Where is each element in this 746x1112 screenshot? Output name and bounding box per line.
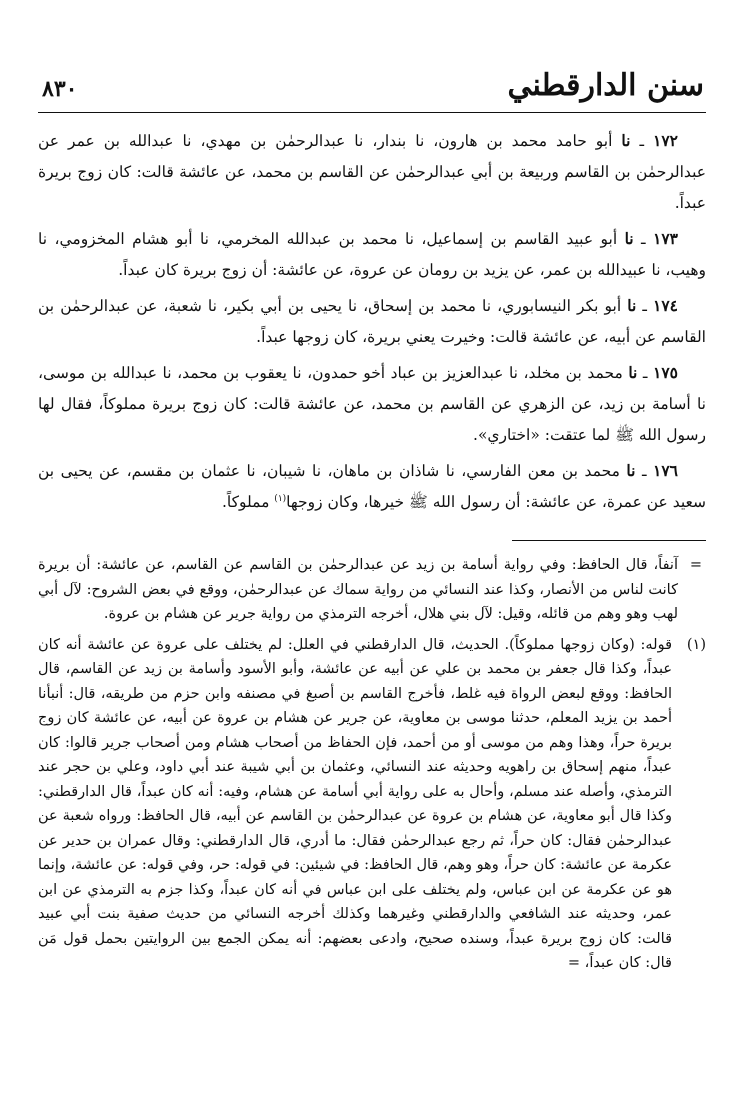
hadith-175 xyxy=(38,357,706,451)
hadith-na: نا xyxy=(624,229,634,248)
footnote-1 xyxy=(38,633,706,976)
footnote-ref[interactable]: (١) xyxy=(274,493,287,504)
hadith-dash: ـ xyxy=(637,364,654,382)
book-title: سنن الدارقطني xyxy=(507,68,704,103)
hadith-text: أبو حامد محمد بن هارون، نا بندار، نا عبدالرحمٰن بن مهدي، نا عبدالله بن عمر عن عبدالرحمٰن بن القاسم وربيعة بن أبي عبدالرحمٰن عن القاسم بن محمد، عن عائشة قالت: كان زوج بريرة عبداً. xyxy=(38,132,706,212)
hadith-na: نا xyxy=(627,296,637,315)
footnote-text: قوله: (وكان زوجها مملوكاً). الحديث، قال الدارقطني في العلل: لم يختلف على عروة عن عائشة أنه كان عبداً، وكذا قال جعفر بن محمد بن علي عن أبيه عن عائشة، وأبو الأسود وأسامة بن زيد عن القاسم، قال الحافظ: ووقع لبعض الرواة فيه غلط، فأخرج القاسم بن أصبغ في مصنفه وابن حزم من طريقه، قال: أنبأنا أحمد بن يزيد المعلم، حدثنا موسى بن معاوية، عن جرير عن هشام بن عروة عن أبيه، عن عائشة كان زوج بريرة حراً، وهذا وهم من موسى أو من أحمد، فإن الحفاظ من أصحاب هشام ومن أصحاب جرير قالوا: كان عبداً، منهم إسحاق بن راهويه وحديثه عند النسائي، وعثمان بن أبي شيبة عند أبي داود، وعلي بن حجر عند الترمذي، وأصله عند مسلم، وأحال به على رواية أبي أسامة عن هشام، وفيه: أنه كان عبداً، قال الدارقطني: وكذا قال أبو معاوية، عن هشام بن عروة عن عبدالرحمٰن بن القاسم عن أبيه، قال الحافظ: ورواه شعبة عن عبدالرحمٰن فقال: كان حراً، ثم رجع عبدالرحمٰن فقال: ما أدري، قال الدارقطني: وقال عمران بن حدير عن عكرمة عن عائشة: كان حراً، وهو وهم، قال الحافظ: في شيئين: في قوله: حر، وفي قوله: عن عائشة، وإنما هو عن عكرمة عن ابن عباس، ولم يختلف على ابن عباس في أنه كان عبداً، وكذا جزم به الترمذي عن ابن عمر، وحديثه عند الشافعي والدارقطني وغيرهما وكذلك أخرجه النسائي من حديث صفية بنت أبي عبيد قالت: كان زوج بريرة عبداً، وسنده صحيح، وادعى بعضهم: أنه يمكن الجمع بين الروايتين بحمل قول مَن قال: كان عبداً، = xyxy=(38,636,672,971)
hadith-tail: مملوكاً. xyxy=(221,493,275,511)
footnote-continuation xyxy=(38,553,706,627)
hadith-174 xyxy=(38,290,706,353)
hadith-number: ١٧٥ xyxy=(653,363,678,382)
hadith-number: ١٧٣ xyxy=(653,229,678,248)
main-text xyxy=(38,125,706,518)
page-number: ٨٣٠ xyxy=(42,76,78,102)
hadith-number: ١٧٢ xyxy=(653,131,678,150)
hadith-na: نا xyxy=(628,363,638,382)
hadith-dash: ـ xyxy=(636,297,654,315)
hadith-173 xyxy=(38,223,706,286)
hadith-number: ١٧٤ xyxy=(653,296,678,315)
page-header xyxy=(38,62,706,113)
hadith-172 xyxy=(38,125,706,219)
hadith-dash: ـ xyxy=(630,132,654,150)
hadith-number: ١٧٦ xyxy=(653,461,678,480)
footnote-marker: (١) xyxy=(686,636,706,653)
hadith-text: محمد بن معن الفارسي، نا شاذان بن ماهان، نا شيبان، نا عثمان بن مقسم، عن يحيى بن سعيد عن عمرة، عن عائشة: أن رسول الله ﷺ خيرها، وكان زوجها xyxy=(38,462,706,511)
page xyxy=(38,62,706,1082)
continuation-text: آنفاً، قال الحافظ: وفي رواية أسامة بن زيد عن عبدالرحمٰن بن القاسم عن القاسم، عن عائشة: أن بريرة كانت لناس من الأنصار، وكذا عند النسائي من رواية سماك عن عبدالرحمٰن، ووقع في بعض الشروح: لآل أبي لهب وهو وهم من قائله، وقيل: لآل بني هلال، أخرجه الترمذي من رواية جرير عن هشام بن عروة. xyxy=(38,557,678,622)
hadith-text: أبو عبيد القاسم بن إسماعيل، نا محمد بن عبدالله المخرمي، نا أبو هشام المخزومي، نا وهيب، نا عبيدالله بن عمر، عن يزيد بن رومان عن عروة، عن عائشة: أن زوج بريرة كان عبداً. xyxy=(38,230,706,279)
hadith-text: محمد بن مخلد، نا عبدالعزيز بن عباد أخو حمدون، نا يعقوب بن محمد، نا عبدالله بن موسى، نا أسامة بن زيد، عن الزهري عن القاسم بن محمد، عن عائشة قالت: كان زوج بريرة مملوكاً، فقال لها رسول الله ﷺ لما عتقت: «اختاري». xyxy=(38,364,706,444)
footnotes xyxy=(38,553,706,976)
hadith-dash: ـ xyxy=(635,462,654,480)
hadith-na: نا xyxy=(626,461,636,480)
continuation-mark: = xyxy=(689,557,702,573)
footnote-separator xyxy=(512,540,706,541)
hadith-text: أبو بكر النيسابوري، نا محمد بن إسحاق، نا يحيى بن أبي بكير، نا شعبة، عن عبدالرحمٰن بن القاسم عن أبيه، عن عائشة قالت: وخيرت يعني بريرة، كان زوجها عبداً. xyxy=(38,297,706,346)
hadith-dash: ـ xyxy=(633,230,654,248)
hadith-176 xyxy=(38,455,706,518)
hadith-na: نا xyxy=(621,131,631,150)
